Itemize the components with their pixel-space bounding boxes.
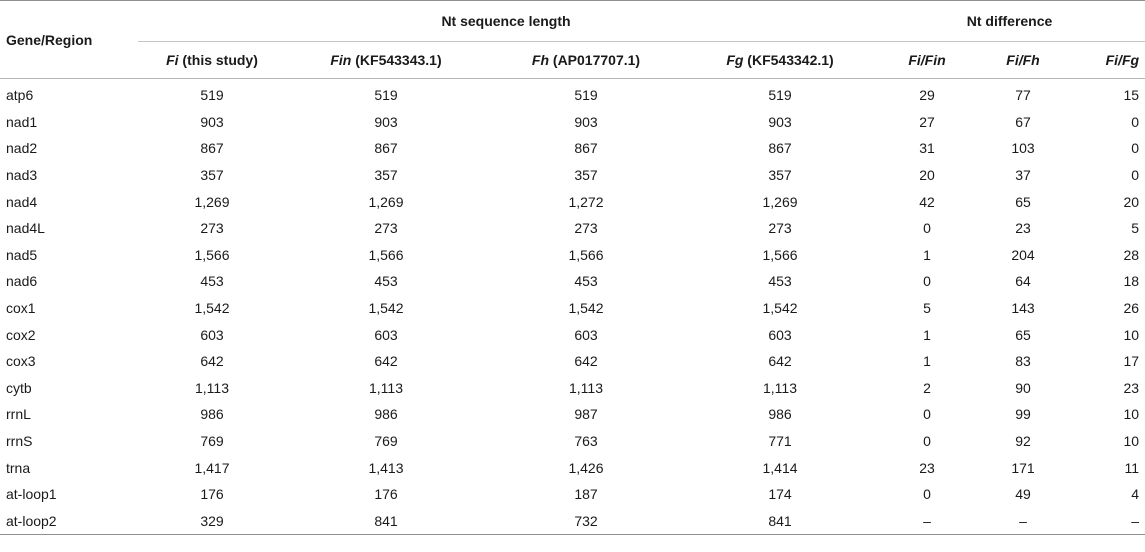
- cell-fi-fin-diff: 0: [923, 273, 931, 290]
- cell-fg-length: 1,269: [762, 193, 798, 210]
- cell-fi-fh-diff: 65: [1015, 326, 1031, 343]
- cell-fi-fh-diff: 67: [1015, 113, 1031, 130]
- cell-fi-fh-diff: 99: [1015, 406, 1031, 423]
- cell-fh-length: 453: [574, 273, 598, 290]
- cell-fin-length: 453: [374, 273, 398, 290]
- cell-fi-length: 273: [200, 220, 224, 237]
- cell-fi-fh-diff: 204: [1011, 246, 1035, 263]
- cell-gene: nad4: [6, 193, 38, 210]
- cell-fi-fin-diff: 1: [923, 326, 931, 343]
- cell-gene: nad1: [6, 113, 38, 130]
- cell-fi-fin-diff: 29: [919, 87, 935, 104]
- cell-fin-length: 642: [374, 353, 398, 370]
- cell-fg-length: 519: [768, 87, 792, 104]
- cell-gene: rrnL: [6, 406, 31, 423]
- cell-fi-fin-diff: 0: [923, 220, 931, 237]
- table-row: [0, 135, 1145, 162]
- cell-fh-length: 187: [574, 486, 598, 503]
- cell-fh-length: 519: [574, 87, 598, 104]
- cell-fh-length: 642: [574, 353, 598, 370]
- header-col-fh: Fh (AP017707.1): [486, 42, 686, 79]
- cell-fi-fh-diff: 49: [1015, 486, 1031, 503]
- cell-fh-length: 987: [574, 406, 598, 423]
- cell-fi-fin-diff: 0: [923, 433, 931, 450]
- cell-fin-length: 176: [374, 486, 398, 503]
- cell-fh-length: 357: [574, 167, 598, 184]
- table-row: [0, 375, 1145, 402]
- cell-gene: trna: [6, 459, 31, 476]
- table-row: [0, 188, 1145, 215]
- cell-fg-length: 841: [686, 508, 874, 535]
- cell-fin-length: 603: [374, 326, 398, 343]
- cell-fh-length: 273: [574, 220, 598, 237]
- table-row: [0, 215, 1145, 242]
- cell-fin-length: 769: [374, 433, 398, 450]
- table-row: [0, 348, 1145, 375]
- cell-fi-fin-diff: 2: [923, 379, 931, 396]
- cell-fh-length: 1,542: [568, 300, 604, 317]
- cell-gene: nad2: [6, 140, 38, 157]
- cell-fi-fin-diff: 20: [919, 167, 935, 184]
- header-col-fi: Fi (this study): [138, 42, 286, 79]
- header-row-columns: [0, 42, 1145, 79]
- cell-fg-length: 903: [768, 113, 792, 130]
- cell-fin-length: 1,542: [368, 300, 404, 317]
- cell-fi-length: 519: [200, 87, 224, 104]
- cell-fi-fg-diff: 26: [1123, 300, 1140, 317]
- cell-fi-fg-diff: 0: [1131, 140, 1140, 157]
- cell-fi-fg-diff: 0: [1131, 167, 1140, 184]
- cell-fi-length: 642: [200, 353, 224, 370]
- header-col-fi-fg: Fi/Fg: [1066, 42, 1145, 79]
- cell-fi-fh-diff: 171: [1011, 459, 1035, 476]
- cell-fi-fin-diff: 5: [923, 300, 931, 317]
- cell-fg-length: 273: [768, 220, 792, 237]
- cell-fin-length: 986: [374, 406, 398, 423]
- cell-gene: at-loop2: [0, 508, 138, 535]
- cell-fh-length: 1,426: [568, 459, 604, 476]
- cell-fin-length: 867: [374, 140, 398, 157]
- cell-fi-length: 903: [200, 113, 224, 130]
- cell-fi-fh-diff: 92: [1015, 433, 1031, 450]
- cell-fh-length: 732: [486, 508, 686, 535]
- cell-fin-length: 273: [374, 220, 398, 237]
- cell-fg-length: 453: [768, 273, 792, 290]
- cell-fh-length: 903: [574, 113, 598, 130]
- header-group-length: Nt sequence length: [138, 1, 874, 42]
- cell-fh-length: 763: [574, 433, 598, 450]
- cell-fi-fg-diff: 4: [1131, 486, 1140, 503]
- cell-fi-fin-diff: 0: [923, 406, 931, 423]
- cell-fi-fh-diff: 103: [1011, 140, 1035, 157]
- cell-fi-fin-diff: 27: [919, 113, 935, 130]
- table-row: [0, 428, 1145, 455]
- cell-fi-fg-diff: 23: [1123, 379, 1140, 396]
- cell-fi-fh-diff: 143: [1011, 300, 1035, 317]
- cell-fi-length: 1,542: [194, 300, 230, 317]
- cell-fi-length: 329: [138, 508, 286, 535]
- cell-fi-fg-diff: –: [1066, 508, 1145, 535]
- cell-fi-fin-diff: 1: [923, 246, 931, 263]
- cell-fi-fin-diff: 23: [919, 459, 935, 476]
- cell-fin-length: 1,566: [368, 246, 404, 263]
- cell-fi-fin-diff: –: [874, 508, 980, 535]
- cell-fi-length: 1,566: [194, 246, 230, 263]
- cell-fg-length: 1,542: [762, 300, 798, 317]
- cell-fin-length: 1,413: [368, 459, 404, 476]
- cell-fi-length: 176: [200, 486, 224, 503]
- cell-fi-fg-diff: 10: [1123, 326, 1140, 343]
- cell-gene: cox3: [6, 353, 36, 370]
- cell-gene: rrnS: [6, 433, 33, 450]
- cell-fi-length: 453: [200, 273, 224, 290]
- cell-fi-fin-diff: 0: [923, 486, 931, 503]
- table-row: [0, 242, 1145, 269]
- cell-fg-length: 986: [768, 406, 792, 423]
- table-row: [0, 454, 1145, 481]
- cell-gene: cox2: [6, 326, 36, 343]
- table-row: [0, 401, 1145, 428]
- cell-fg-length: 1,566: [762, 246, 798, 263]
- cell-fh-length: 1,113: [569, 379, 603, 396]
- header-col-fin: Fin (KF543343.1): [286, 42, 486, 79]
- cell-fg-length: 1,113: [763, 379, 797, 396]
- cell-fin-length: 357: [374, 167, 398, 184]
- cell-fi-fg-diff: 0: [1131, 113, 1140, 130]
- cell-fi-length: 1,113: [195, 379, 229, 396]
- cell-fi-fin-diff: 1: [923, 353, 931, 370]
- cell-fi-length: 867: [200, 140, 224, 157]
- table-row: [0, 508, 1145, 535]
- table-row: [0, 481, 1145, 508]
- table-row: [0, 321, 1145, 348]
- cell-fi-fh-diff: 64: [1015, 273, 1031, 290]
- cell-fi-fin-diff: 42: [919, 193, 935, 210]
- table-row: [0, 295, 1145, 322]
- cell-fi-fh-diff: 37: [1015, 167, 1031, 184]
- cell-fi-fg-diff: 15: [1123, 87, 1140, 104]
- cell-fg-length: 174: [768, 486, 792, 503]
- cell-fh-length: 867: [574, 140, 598, 157]
- table-row: [0, 79, 1145, 109]
- cell-fi-fh-diff: –: [980, 508, 1066, 535]
- cell-fi-fh-diff: 90: [1015, 379, 1031, 396]
- cell-fi-length: 603: [200, 326, 224, 343]
- cell-fg-length: 603: [768, 326, 792, 343]
- cell-fg-length: 867: [768, 140, 792, 157]
- cell-fg-length: 357: [768, 167, 792, 184]
- cell-fi-fg-diff: 17: [1123, 353, 1140, 370]
- cell-fi-fg-diff: 10: [1123, 433, 1140, 450]
- cell-fi-fh-diff: 77: [1015, 87, 1031, 104]
- header-col-fi-fin: Fi/Fin: [874, 42, 980, 79]
- cell-fg-length: 642: [768, 353, 792, 370]
- header-col-fi-fh: Fi/Fh: [980, 42, 1066, 79]
- cell-gene: atp6: [6, 87, 34, 104]
- header-col-fg: Fg (KF543342.1): [686, 42, 874, 79]
- cell-gene: nad3: [6, 167, 38, 184]
- cell-fi-fg-diff: 28: [1123, 246, 1140, 263]
- cell-fi-length: 986: [200, 406, 224, 423]
- cell-gene: nad4L: [6, 220, 45, 237]
- table-row: [0, 109, 1145, 136]
- cell-fin-length: 903: [374, 113, 398, 130]
- cell-fi-fg-diff: 18: [1123, 273, 1140, 290]
- cell-gene: cox1: [6, 300, 36, 317]
- cell-fi-fh-diff: 23: [1015, 220, 1031, 237]
- cell-fin-length: 519: [374, 87, 398, 104]
- cell-fh-length: 1,272: [568, 193, 604, 210]
- cell-fin-length: 841: [286, 508, 486, 535]
- cell-fi-fg-diff: 10: [1123, 406, 1140, 423]
- cell-fg-length: 1,414: [762, 459, 798, 476]
- table-row: [0, 162, 1145, 189]
- cell-fi-fin-diff: 31: [919, 140, 935, 157]
- cell-fi-fg-diff: 5: [1131, 220, 1140, 237]
- cell-fi-fg-diff: 20: [1123, 193, 1140, 210]
- header-row-groups: [0, 1, 1145, 42]
- cell-fin-length: 1,269: [368, 193, 404, 210]
- cell-fi-length: 357: [200, 167, 224, 184]
- cell-fi-fg-diff: 11: [1124, 459, 1140, 476]
- cell-fi-fh-diff: 83: [1015, 353, 1031, 370]
- cell-fi-fh-diff: 65: [1015, 193, 1031, 210]
- cell-gene: nad6: [6, 273, 38, 290]
- cell-gene: cytb: [6, 379, 32, 396]
- header-gene-region: Gene/Region: [0, 1, 138, 79]
- table-body: [0, 79, 1145, 535]
- cell-fi-length: 1,269: [194, 193, 230, 210]
- table-row: [0, 268, 1145, 295]
- header-group-difference: Nt difference: [874, 1, 1145, 42]
- cell-fin-length: 1,113: [369, 379, 403, 396]
- cell-gene: nad5: [6, 246, 38, 263]
- cell-fh-length: 1,566: [568, 246, 604, 263]
- cell-fh-length: 603: [574, 326, 598, 343]
- cell-gene: at-loop1: [6, 486, 57, 503]
- cell-fg-length: 771: [768, 433, 792, 450]
- cell-fi-length: 1,417: [194, 459, 230, 476]
- cell-fi-length: 769: [200, 433, 224, 450]
